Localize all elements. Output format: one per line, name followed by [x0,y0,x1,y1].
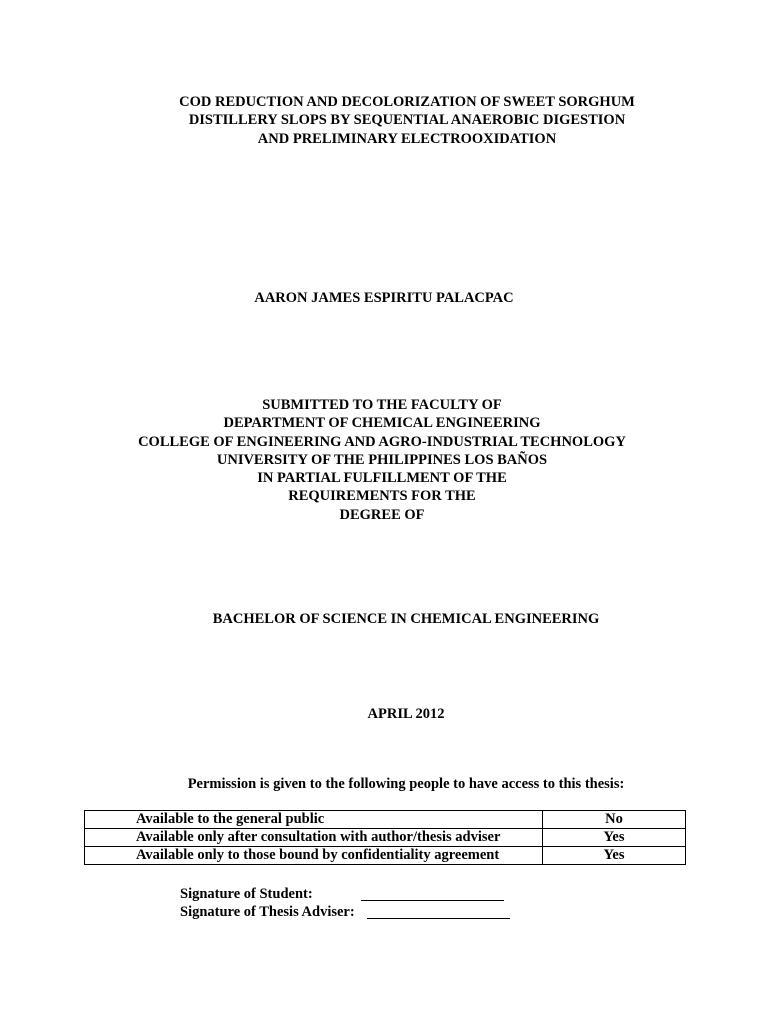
adviser-signature-line [180,903,355,921]
access-value: Yes [543,847,686,865]
access-value: No [543,811,686,829]
permission-statement [22,775,768,793]
submission-line: SUBMITTED TO THE FACULTY OF [262,397,502,413]
thesis-title-line: COD REDUCTION AND DECOLORIZATION OF SWEET SORGHUM [179,94,635,110]
submission-line: DEGREE OF [339,506,425,523]
author-name [0,289,768,307]
access-value: Yes [543,829,686,847]
access-description: Available only to those bound by confidentiality agreement [85,847,543,865]
student-signature-label: Signature of Student: [180,886,313,902]
submission-line: COLLEGE OF ENGINEERING AND AGRO-INDUSTRIAL TECHNOLOGY [138,433,626,450]
submission-line: REQUIREMENTS FOR THE [288,488,476,505]
student-signature-blank [361,900,504,901]
thesis-title-line: DISTILLERY SLOPS BY SEQUENTIAL ANAEROBIC DIGESTION [188,112,626,129]
degree-name [22,610,768,628]
submission-date-text: APRIL 2012 [367,706,445,722]
access-description: Available to the general public [85,811,543,829]
permission-statement-text: Permission is given to the following people to have access to this thesis: [187,776,625,792]
adviser-signature-blank [367,918,510,919]
thesis-title [23,93,768,148]
submission-line: DEPARTMENT OF CHEMICAL ENGINEERING [223,415,541,432]
access-description: Available only after consultation with author/thesis adviser [85,829,543,847]
submission-line: IN PARTIAL FULFILLMENT OF THE [257,470,507,487]
submission-statement [0,396,766,524]
student-signature-line [180,885,313,903]
author-name-text: AARON JAMES ESPIRITU PALACPAC [254,290,514,306]
table-row [85,829,686,847]
thesis-title-line: AND PRELIMINARY ELECTROOXIDATION [257,130,557,147]
access-permission-table [84,810,686,865]
table-row [85,847,686,865]
submission-line: UNIVERSITY OF THE PHILIPPINES LOS BAÑOS [216,451,548,468]
table-row [85,811,686,829]
adviser-signature-label: Signature of Thesis Adviser: [180,904,355,920]
submission-date [22,705,768,723]
degree-name-text: BACHELOR OF SCIENCE IN CHEMICAL ENGINEERING [212,611,600,627]
